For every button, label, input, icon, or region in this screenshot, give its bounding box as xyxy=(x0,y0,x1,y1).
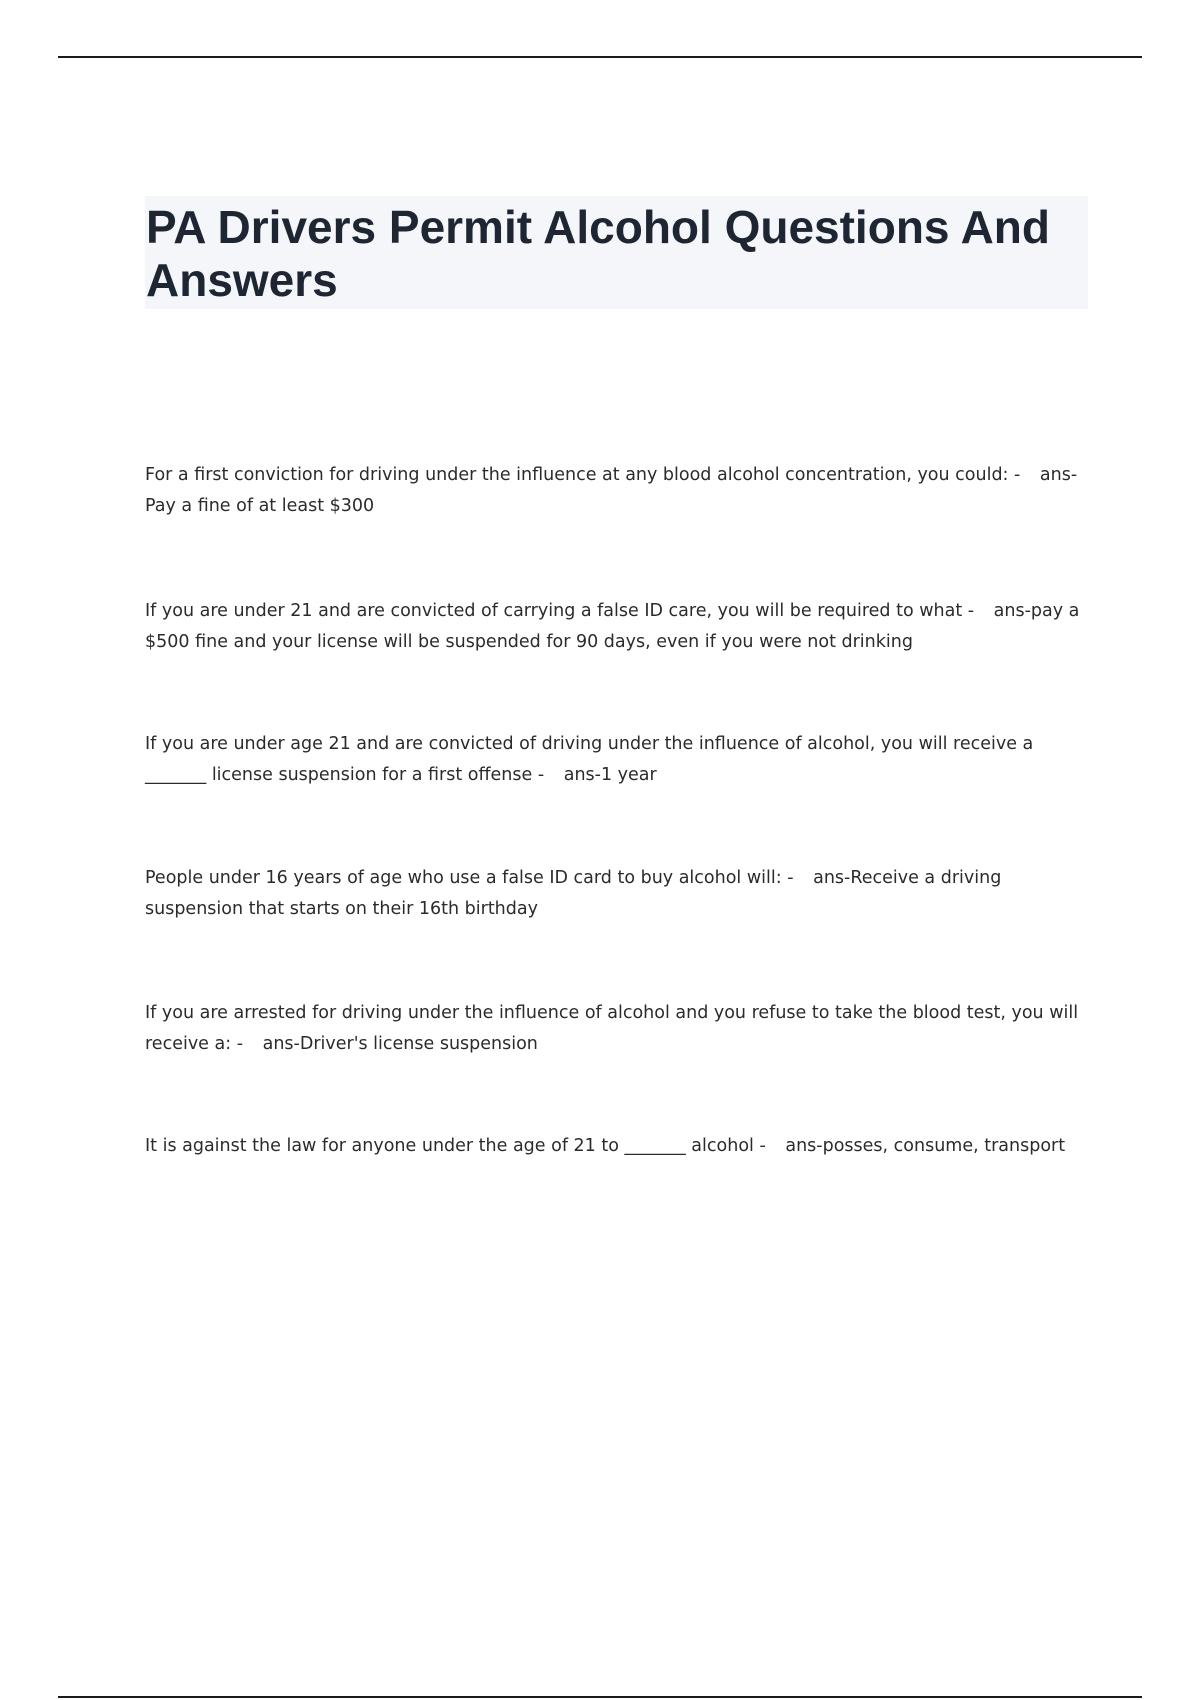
answer-text: ans-Pay a fine of at least $300 xyxy=(145,465,1078,516)
answer-text: ans-pay a $500 fine and your license will be suspended for 90 days, even if you were not drinking xyxy=(145,601,1080,652)
question-text: If you are arrested for driving under the influence of alcohol and you refuse to take the blood test, you will receive a: - xyxy=(145,1003,1079,1054)
qa-item xyxy=(145,1131,1085,1162)
question-text: If you are under 21 and are convicted of carrying a false ID care, you will be required to what - xyxy=(145,601,975,621)
bottom-divider xyxy=(58,1696,1142,1698)
qa-item xyxy=(145,596,1085,658)
question-text: If you are under age 21 and are convicted of driving under the influence of alcohol, you will receive a _______ license suspension for a first offense - xyxy=(145,734,1034,785)
answer-text: ans-Receive a driving suspension that starts on their 16th birthday xyxy=(145,868,1002,919)
title-banner xyxy=(145,196,1088,309)
qa-item xyxy=(145,729,1085,791)
question-text: It is against the law for anyone under the age of 21 to _______ alcohol - xyxy=(145,1136,766,1156)
qa-item xyxy=(145,863,1085,925)
answer-text: ans-Driver's license suspension xyxy=(262,1034,538,1054)
answer-text: ans-1 year xyxy=(563,765,657,785)
document-title: PA Drivers Permit Alcohol Questions And Answers xyxy=(146,201,1050,306)
top-divider xyxy=(58,56,1142,58)
qa-item xyxy=(145,998,1085,1060)
question-text: People under 16 years of age who use a false ID card to buy alcohol will: - xyxy=(145,868,794,888)
qa-item xyxy=(145,460,1085,522)
question-text: For a first conviction for driving under the influence at any blood alcohol concentration, you could: - xyxy=(145,465,1021,485)
answer-text: ans-posses, consume, transport xyxy=(785,1136,1066,1156)
